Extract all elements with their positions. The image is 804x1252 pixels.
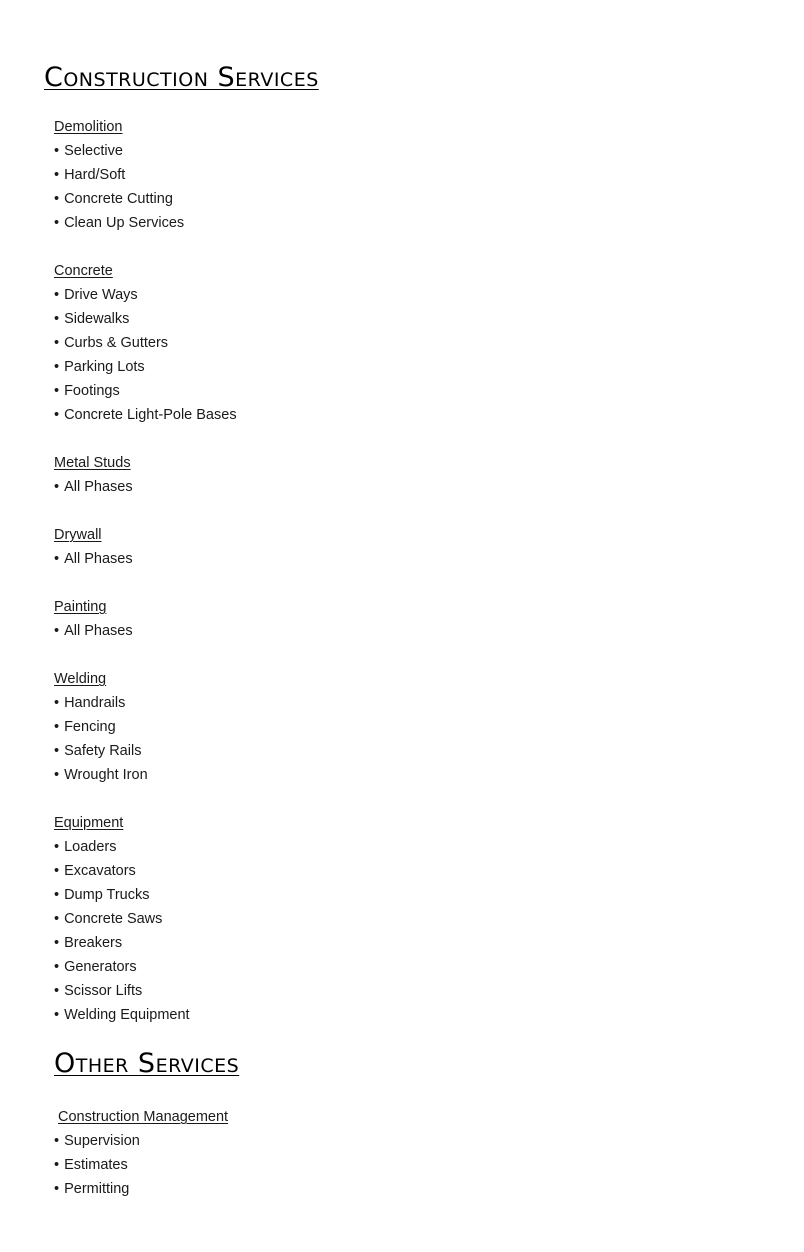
bullet-icon: • <box>54 407 60 423</box>
list-item <box>54 211 184 235</box>
equipment-section <box>54 811 190 1027</box>
list-item <box>54 187 184 211</box>
list-item-text: Permitting <box>64 1181 130 1197</box>
list-item <box>54 379 237 403</box>
bullet-icon: • <box>54 887 60 903</box>
list-item-text: Wrought Iron <box>64 767 148 783</box>
painting-title: Painting <box>54 599 107 615</box>
list-item <box>54 883 190 907</box>
concrete-title: Concrete <box>54 263 113 279</box>
bullet-icon: • <box>54 1157 60 1173</box>
list-item <box>54 307 237 331</box>
welding-title: Welding <box>54 671 107 687</box>
list-item-text: Curbs & Gutters <box>64 335 169 351</box>
list-item <box>54 1003 190 1027</box>
construction-management-title: Construction Management <box>58 1109 229 1125</box>
construction-management-list <box>54 1129 228 1201</box>
bullet-icon: • <box>54 383 60 399</box>
list-item-text: Generators <box>64 959 137 975</box>
list-item-text: Selective <box>64 143 123 159</box>
list-item <box>54 619 133 643</box>
bullet-icon: • <box>54 167 60 183</box>
list-item <box>54 355 237 379</box>
bullet-icon: • <box>54 1007 60 1023</box>
list-item-text: Estimates <box>64 1157 128 1173</box>
bullet-icon: • <box>54 479 60 495</box>
list-item-text: Welding Equipment <box>64 1007 190 1023</box>
list-item-text: Fencing <box>64 719 116 735</box>
bullet-icon: • <box>54 695 60 711</box>
bullet-icon: • <box>54 359 60 375</box>
bullet-icon: • <box>54 623 60 639</box>
list-item <box>54 283 237 307</box>
bullet-icon: • <box>54 863 60 879</box>
list-item-text: Handrails <box>64 695 126 711</box>
list-item <box>54 715 148 739</box>
list-item <box>54 691 148 715</box>
list-item <box>54 907 190 931</box>
list-item <box>54 139 184 163</box>
equipment-title: Equipment <box>54 815 124 831</box>
painting-list <box>54 619 133 643</box>
welding-list <box>54 691 148 787</box>
bullet-icon: • <box>54 311 60 327</box>
list-item-text: Sidewalks <box>64 311 130 327</box>
list-item <box>54 1177 228 1201</box>
bullet-icon: • <box>54 1133 60 1149</box>
concrete-list <box>54 283 237 427</box>
list-item-text: Safety Rails <box>64 743 142 759</box>
list-item-text: Concrete Saws <box>64 911 163 927</box>
metal-studs-section <box>54 451 133 499</box>
list-item-text: Clean Up Services <box>64 215 185 231</box>
list-item-text: Concrete Light-Pole Bases <box>64 407 237 423</box>
list-item-text: All Phases <box>64 551 133 567</box>
demolition-title: Demolition <box>54 119 123 135</box>
list-item <box>54 163 184 187</box>
list-item <box>54 763 148 787</box>
other-services-heading: Other Services <box>54 1048 240 1079</box>
bullet-icon: • <box>54 191 60 207</box>
bullet-icon: • <box>54 287 60 303</box>
bullet-icon: • <box>54 143 60 159</box>
concrete-section <box>54 259 237 427</box>
list-item <box>54 931 190 955</box>
list-item-text: Parking Lots <box>64 359 145 375</box>
list-item <box>54 547 133 571</box>
list-item-text: All Phases <box>64 479 133 495</box>
construction-management-section <box>54 1105 228 1201</box>
list-item-text: Concrete Cutting <box>64 191 173 207</box>
list-item-text: Supervision <box>64 1133 140 1149</box>
bullet-icon: • <box>54 215 60 231</box>
bullet-icon: • <box>54 911 60 927</box>
metal-studs-list <box>54 475 133 499</box>
demolition-list <box>54 139 184 235</box>
bullet-icon: • <box>54 743 60 759</box>
metal-studs-title: Metal Studs <box>54 455 131 471</box>
bullet-icon: • <box>54 1181 60 1197</box>
list-item-text: Footings <box>64 383 120 399</box>
bullet-icon: • <box>54 983 60 999</box>
demolition-section <box>54 115 184 235</box>
drywall-list <box>54 547 133 571</box>
list-item <box>54 835 190 859</box>
bullet-icon: • <box>54 959 60 975</box>
list-item-text: Drive Ways <box>64 287 138 303</box>
list-item-text: Excavators <box>64 863 136 879</box>
list-item-text: Dump Trucks <box>64 887 150 903</box>
list-item <box>54 403 237 427</box>
bullet-icon: • <box>54 551 60 567</box>
list-item <box>54 955 190 979</box>
list-item-text: Loaders <box>64 839 117 855</box>
bullet-icon: • <box>54 719 60 735</box>
drywall-title: Drywall <box>54 527 102 543</box>
list-item <box>54 979 190 1003</box>
equipment-list <box>54 835 190 1027</box>
bullet-icon: • <box>54 839 60 855</box>
bullet-icon: • <box>54 335 60 351</box>
construction-services-heading: Construction Services <box>44 62 319 93</box>
list-item-text: Breakers <box>64 935 123 951</box>
list-item <box>54 1129 228 1153</box>
bullet-icon: • <box>54 767 60 783</box>
list-item <box>54 331 237 355</box>
painting-section <box>54 595 133 643</box>
drywall-section <box>54 523 133 571</box>
list-item <box>54 859 190 883</box>
welding-section <box>54 667 148 787</box>
list-item <box>54 739 148 763</box>
list-item-text: All Phases <box>64 623 133 639</box>
list-item <box>54 1153 228 1177</box>
bullet-icon: • <box>54 935 60 951</box>
list-item <box>54 475 133 499</box>
list-item-text: Scissor Lifts <box>64 983 143 999</box>
list-item-text: Hard/Soft <box>64 167 126 183</box>
